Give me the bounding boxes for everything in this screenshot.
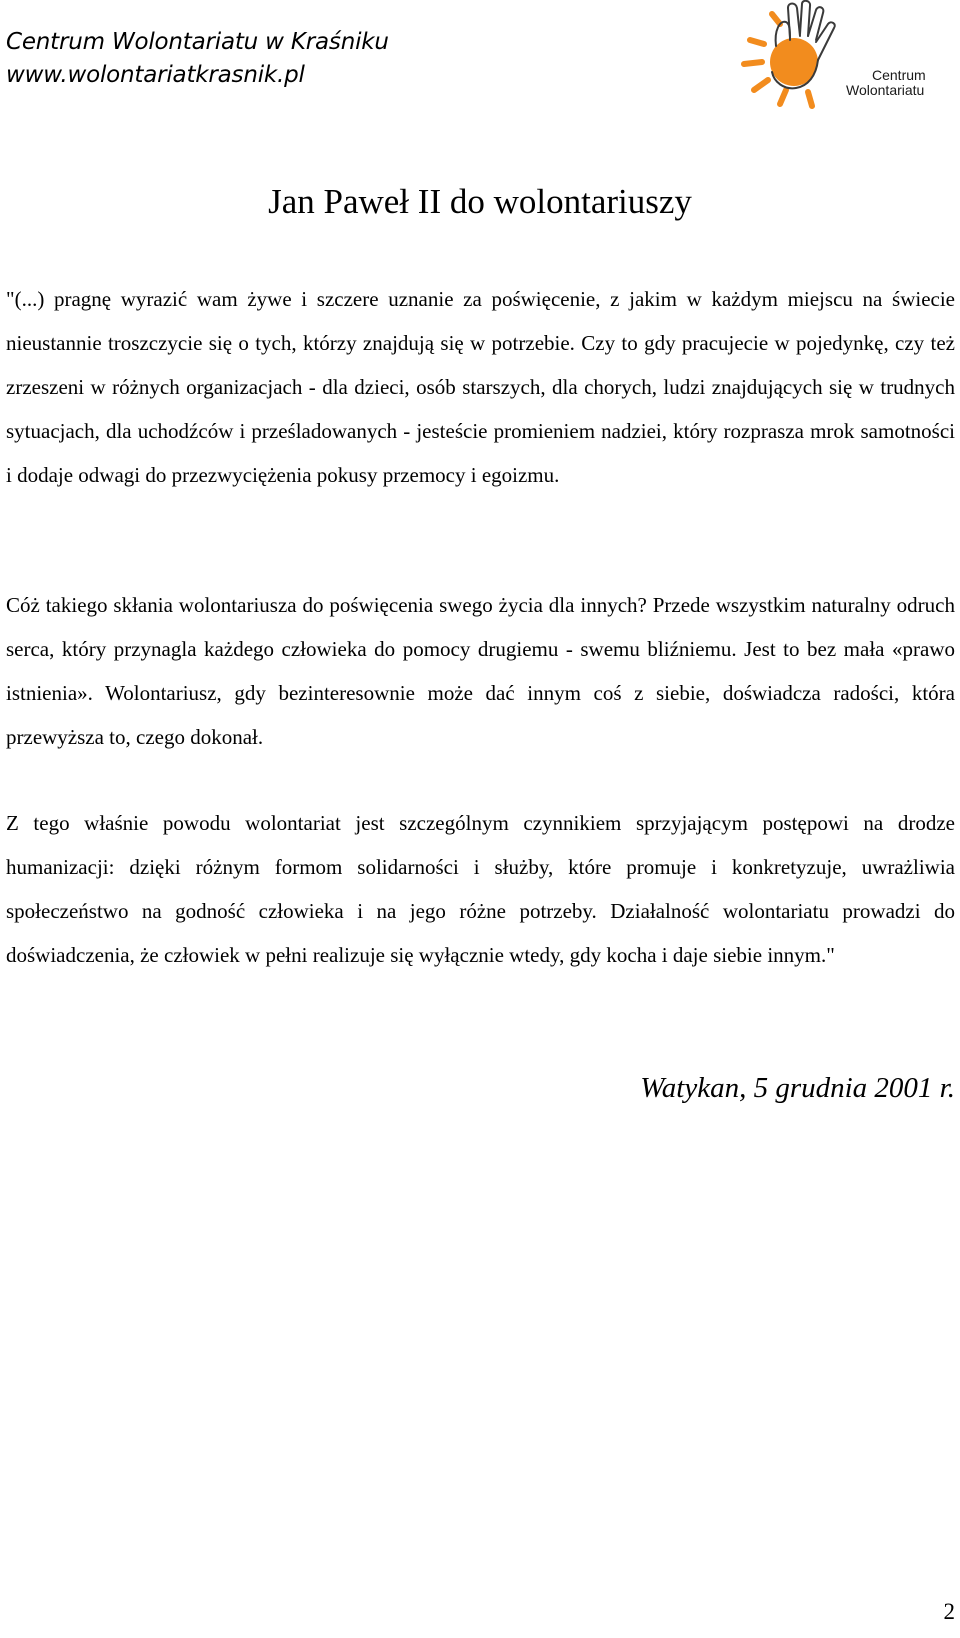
website-address: www.wolontariatkrasnik.pl xyxy=(6,62,305,88)
document-title: Jan Paweł II do wolontariuszy xyxy=(268,182,692,221)
quote-paragraph-2: Cóż takiego skłania wolontariusza do poświęcenia swego życia dla innych? Przede wszystkim naturalny odruch serca, który przynagla każdego człowieka do pomocy drugiemu - swemu bliźniemu. Jest to bez mała «prawo istnienia». Wolontariusz, gdy bezinteresownie może dać innym coś z siebie, doświadcza radości, która przewyższa to, czego dokonał. xyxy=(6,593,955,749)
logo-text-line-2: Wolontariatu xyxy=(846,82,925,98)
page-number: 2 xyxy=(943,1599,955,1624)
organization-name: Centrum Wolontariatu w Kraśniku xyxy=(6,29,389,55)
logo-text xyxy=(846,68,926,98)
page-header xyxy=(6,26,389,92)
quote-paragraph-1: "(...) pragnę wyrazić wam żywe i szczere uznanie za poświęcenie, z jakim w każdym miejscu na świecie nieustannie troszczycie się o tych, którzy znajdują się w potrzebie. Czy to gdy pracujecie w pojedynkę, czy też zrzeszeni w różnych organizacjach - dla dzieci, osób starszych, dla chorych, ludzi znajdujących się w trudnych sytuacjach, dla uchodźców i prześladowanych - jesteście promieniem nadziei, który rozprasza mrok samotności i dodaje odwagi do przezwyciężenia pokusy przemocy i egoizmu. xyxy=(6,287,955,487)
quote-paragraph-3: Z tego właśnie powodu wolontariat jest szczególnym czynnikiem sprzyjającym postępowi na drodze humanizacji: dzięki różnym formom solidarności i służby, które promuje i konkretyzuje, uwrażliwia społeczeństwo na godność człowieka i na jego różne potrzeby. Działalność wolontariatu prowadzi do doświadczenia, że człowiek w pełni realizuje się wyłącznie wtedy, gdy kocha i daje siebie innym." xyxy=(6,811,955,967)
logo-text-line-1: Centrum xyxy=(872,67,926,83)
signature-place-date: Watykan, 5 grudnia 2001 r. xyxy=(640,1072,955,1104)
